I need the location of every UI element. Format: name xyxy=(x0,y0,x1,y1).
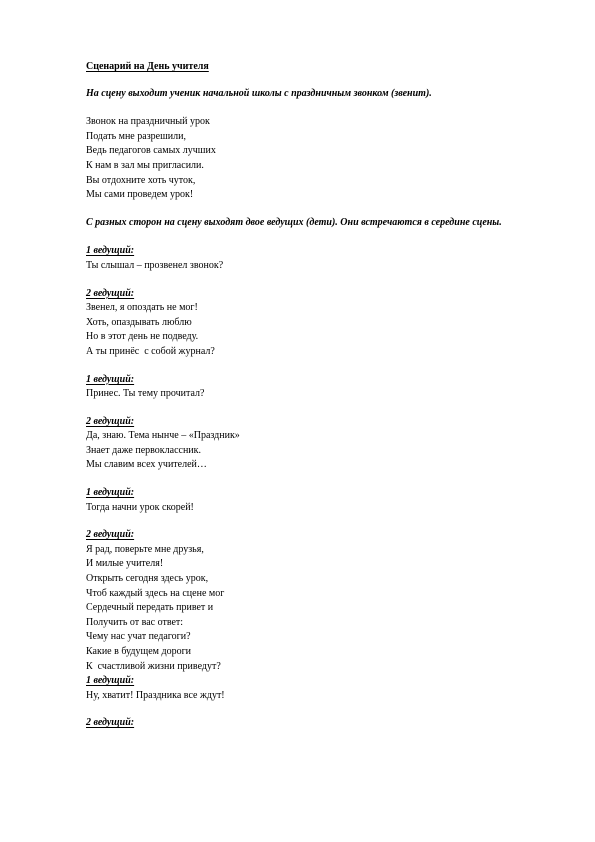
dialogue-line: Но в этот день не подведу. xyxy=(86,331,199,343)
dialogue-line: А ты принёс с собой журнал? xyxy=(86,345,215,357)
speaker-label: 1 ведущий: xyxy=(86,487,135,499)
dialogue-line: Сердечный передать привет и xyxy=(86,602,214,614)
intro-verse xyxy=(86,115,526,203)
stage-direction: На сцену выходит ученик начальной школы с праздничным звонком (звенит). xyxy=(86,87,432,99)
document-title: Сценарий на День учителя xyxy=(86,61,209,72)
dialogue-block xyxy=(86,528,526,674)
dialogue-block xyxy=(86,244,526,273)
dialogue-block xyxy=(86,716,526,731)
stage-direction: С разных сторон на сцену выходят двое ведущих (дети). Они встречаются в середине сцены. xyxy=(86,216,502,228)
verse-line: Подать мне разрешили, xyxy=(86,130,186,142)
dialogue-block xyxy=(86,287,526,360)
speaker-label: 1 ведущий: xyxy=(86,373,135,385)
dialogue-block xyxy=(86,674,526,703)
dialogue-line: К счастливой жизни приведут? xyxy=(86,660,221,672)
dialogue-line: Звенел, я опоздать не мог! xyxy=(86,302,198,314)
speaker-label: 1 ведущий: xyxy=(86,675,135,687)
verse-line: Мы сами проведем урок! xyxy=(86,189,194,201)
dialogue-block xyxy=(86,415,526,473)
verse-line: Ведь педагогов самых лучших xyxy=(86,145,216,157)
speaker-label: 2 ведущий: xyxy=(86,287,135,299)
speaker-label: 1 ведущий: xyxy=(86,245,135,257)
dialogue-line: Ты слышал – прозвенел звонок? xyxy=(86,259,224,271)
dialogue-line: И милые учителя! xyxy=(86,558,164,570)
dialogue-line: Ну, хватит! Праздника все ждут! xyxy=(86,689,225,701)
dialogue-line: Какие в будущем дороги xyxy=(86,646,192,657)
dialogue-line: Хоть, опаздывать люблю xyxy=(86,316,192,328)
dialogue-line: Открыть сегодня здесь урок, xyxy=(86,573,209,585)
speaker-label: 2 ведущий: xyxy=(86,717,135,729)
dialogue-block xyxy=(86,486,526,515)
dialogue-line: Да, знаю. Тема нынче – «Праздник» xyxy=(86,430,240,442)
dialogue-line: Я рад, поверьте мне друзья, xyxy=(86,543,204,555)
dialogue-line: Получить от вас ответ: xyxy=(86,616,184,628)
dialogue-line: Чему нас учат педагоги? xyxy=(86,631,191,643)
verse-line: К нам в зал мы пригласили. xyxy=(86,159,204,171)
verse-line: Вы отдохните хоть чуток, xyxy=(86,174,196,186)
dialogue-line: Принес. Ты тему прочитал? xyxy=(86,388,205,400)
document-content xyxy=(86,60,526,744)
speaker-label: 2 ведущий: xyxy=(86,529,135,541)
dialogue-line: Чтоб каждый здесь на сцене мог xyxy=(86,587,225,599)
dialogue-line: Мы славим всех учителей… xyxy=(86,459,207,471)
dialogue-line: Тогда начни урок скорей! xyxy=(86,501,194,513)
dialogue-line: Знает даже первоклассник. xyxy=(86,444,202,456)
verse-line: Звонок на праздничный урок xyxy=(86,116,210,128)
speaker-label: 2 ведущий: xyxy=(86,415,135,427)
dialogue-block xyxy=(86,373,526,402)
